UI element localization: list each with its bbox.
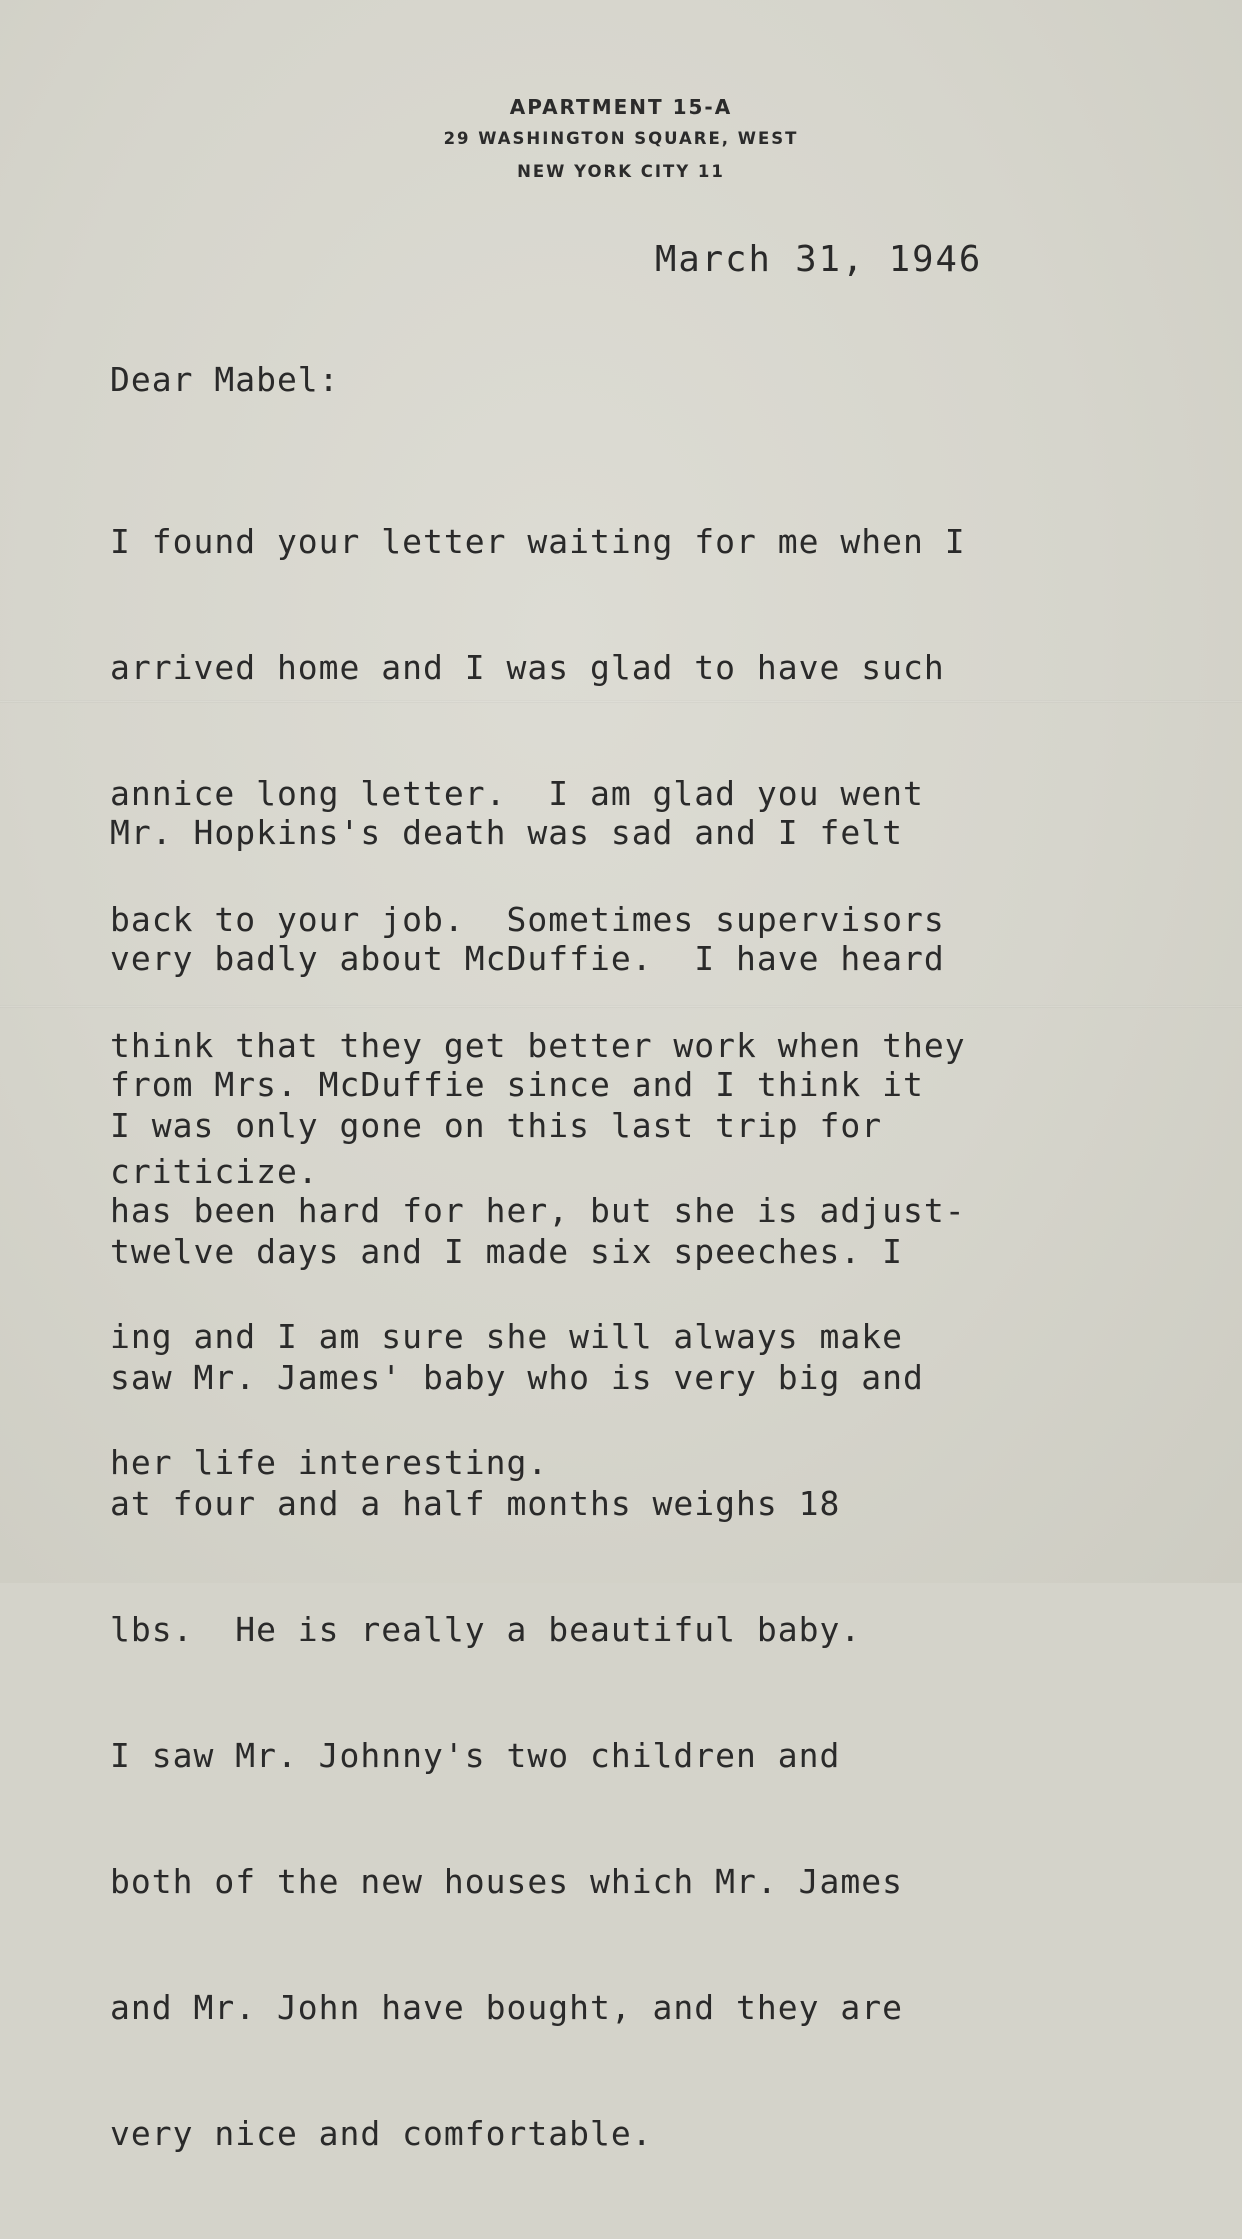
- paragraph-line: twelve days and I made six speeches. I: [110, 1232, 903, 1271]
- letter-date: March 31, 1946: [655, 239, 983, 280]
- paragraph-line: annice long letter. I am glad you went: [110, 774, 924, 813]
- paragraph-line: saw Mr. James' baby who is very big and: [110, 1358, 924, 1397]
- letterhead-apartment: APARTMENT 15-A: [509, 95, 733, 119]
- paragraph-line: at four and a half months weighs 18: [110, 1484, 841, 1523]
- paragraph-line: and Mr. John have bought, and they are: [110, 1988, 903, 2027]
- paragraph-line: very badly about McDuffie. I have heard: [110, 939, 945, 978]
- letterhead: [0, 92, 1242, 188]
- paragraph-line: I found your letter waiting for me when I: [110, 522, 966, 561]
- paragraph-line: Mr. Hopkins's death was sad and I felt: [110, 813, 903, 852]
- paragraph-line: I saw Mr. Johnny's two children and: [110, 1736, 841, 1775]
- paragraph-line: arrived home and I was glad to have such: [110, 648, 945, 687]
- paragraph-line: both of the new houses which Mr. James: [110, 1862, 903, 1901]
- paragraph-line: lbs. He is really a beautiful baby.: [110, 1610, 862, 1649]
- paragraph-line: has been hard for her, but she is adjust-: [110, 1191, 966, 1230]
- paragraph-line: very nice and comfortable.: [110, 2114, 653, 2153]
- paragraph-line: ing and I am sure she will always make: [110, 1317, 903, 1356]
- paragraph-line: criticize.: [110, 1152, 319, 1191]
- paragraph-line: think that they get better work when they: [110, 1026, 966, 1065]
- salutation: Dear Mabel:: [110, 360, 340, 399]
- paragraph-line: I was only gone on this last trip for: [110, 1106, 883, 1145]
- letterhead-city: NEW YORK CITY 11: [517, 162, 725, 181]
- paragraph-3: [110, 1021, 924, 2239]
- paragraph-line: back to your job. Sometimes supervisors: [110, 900, 945, 939]
- paragraph-line: her life interesting.: [110, 1443, 549, 1482]
- letterhead-street: 29 WASHINGTON SQUARE, WEST: [443, 129, 799, 148]
- paragraph-line: from Mrs. McDuffie since and I think it: [110, 1065, 924, 1104]
